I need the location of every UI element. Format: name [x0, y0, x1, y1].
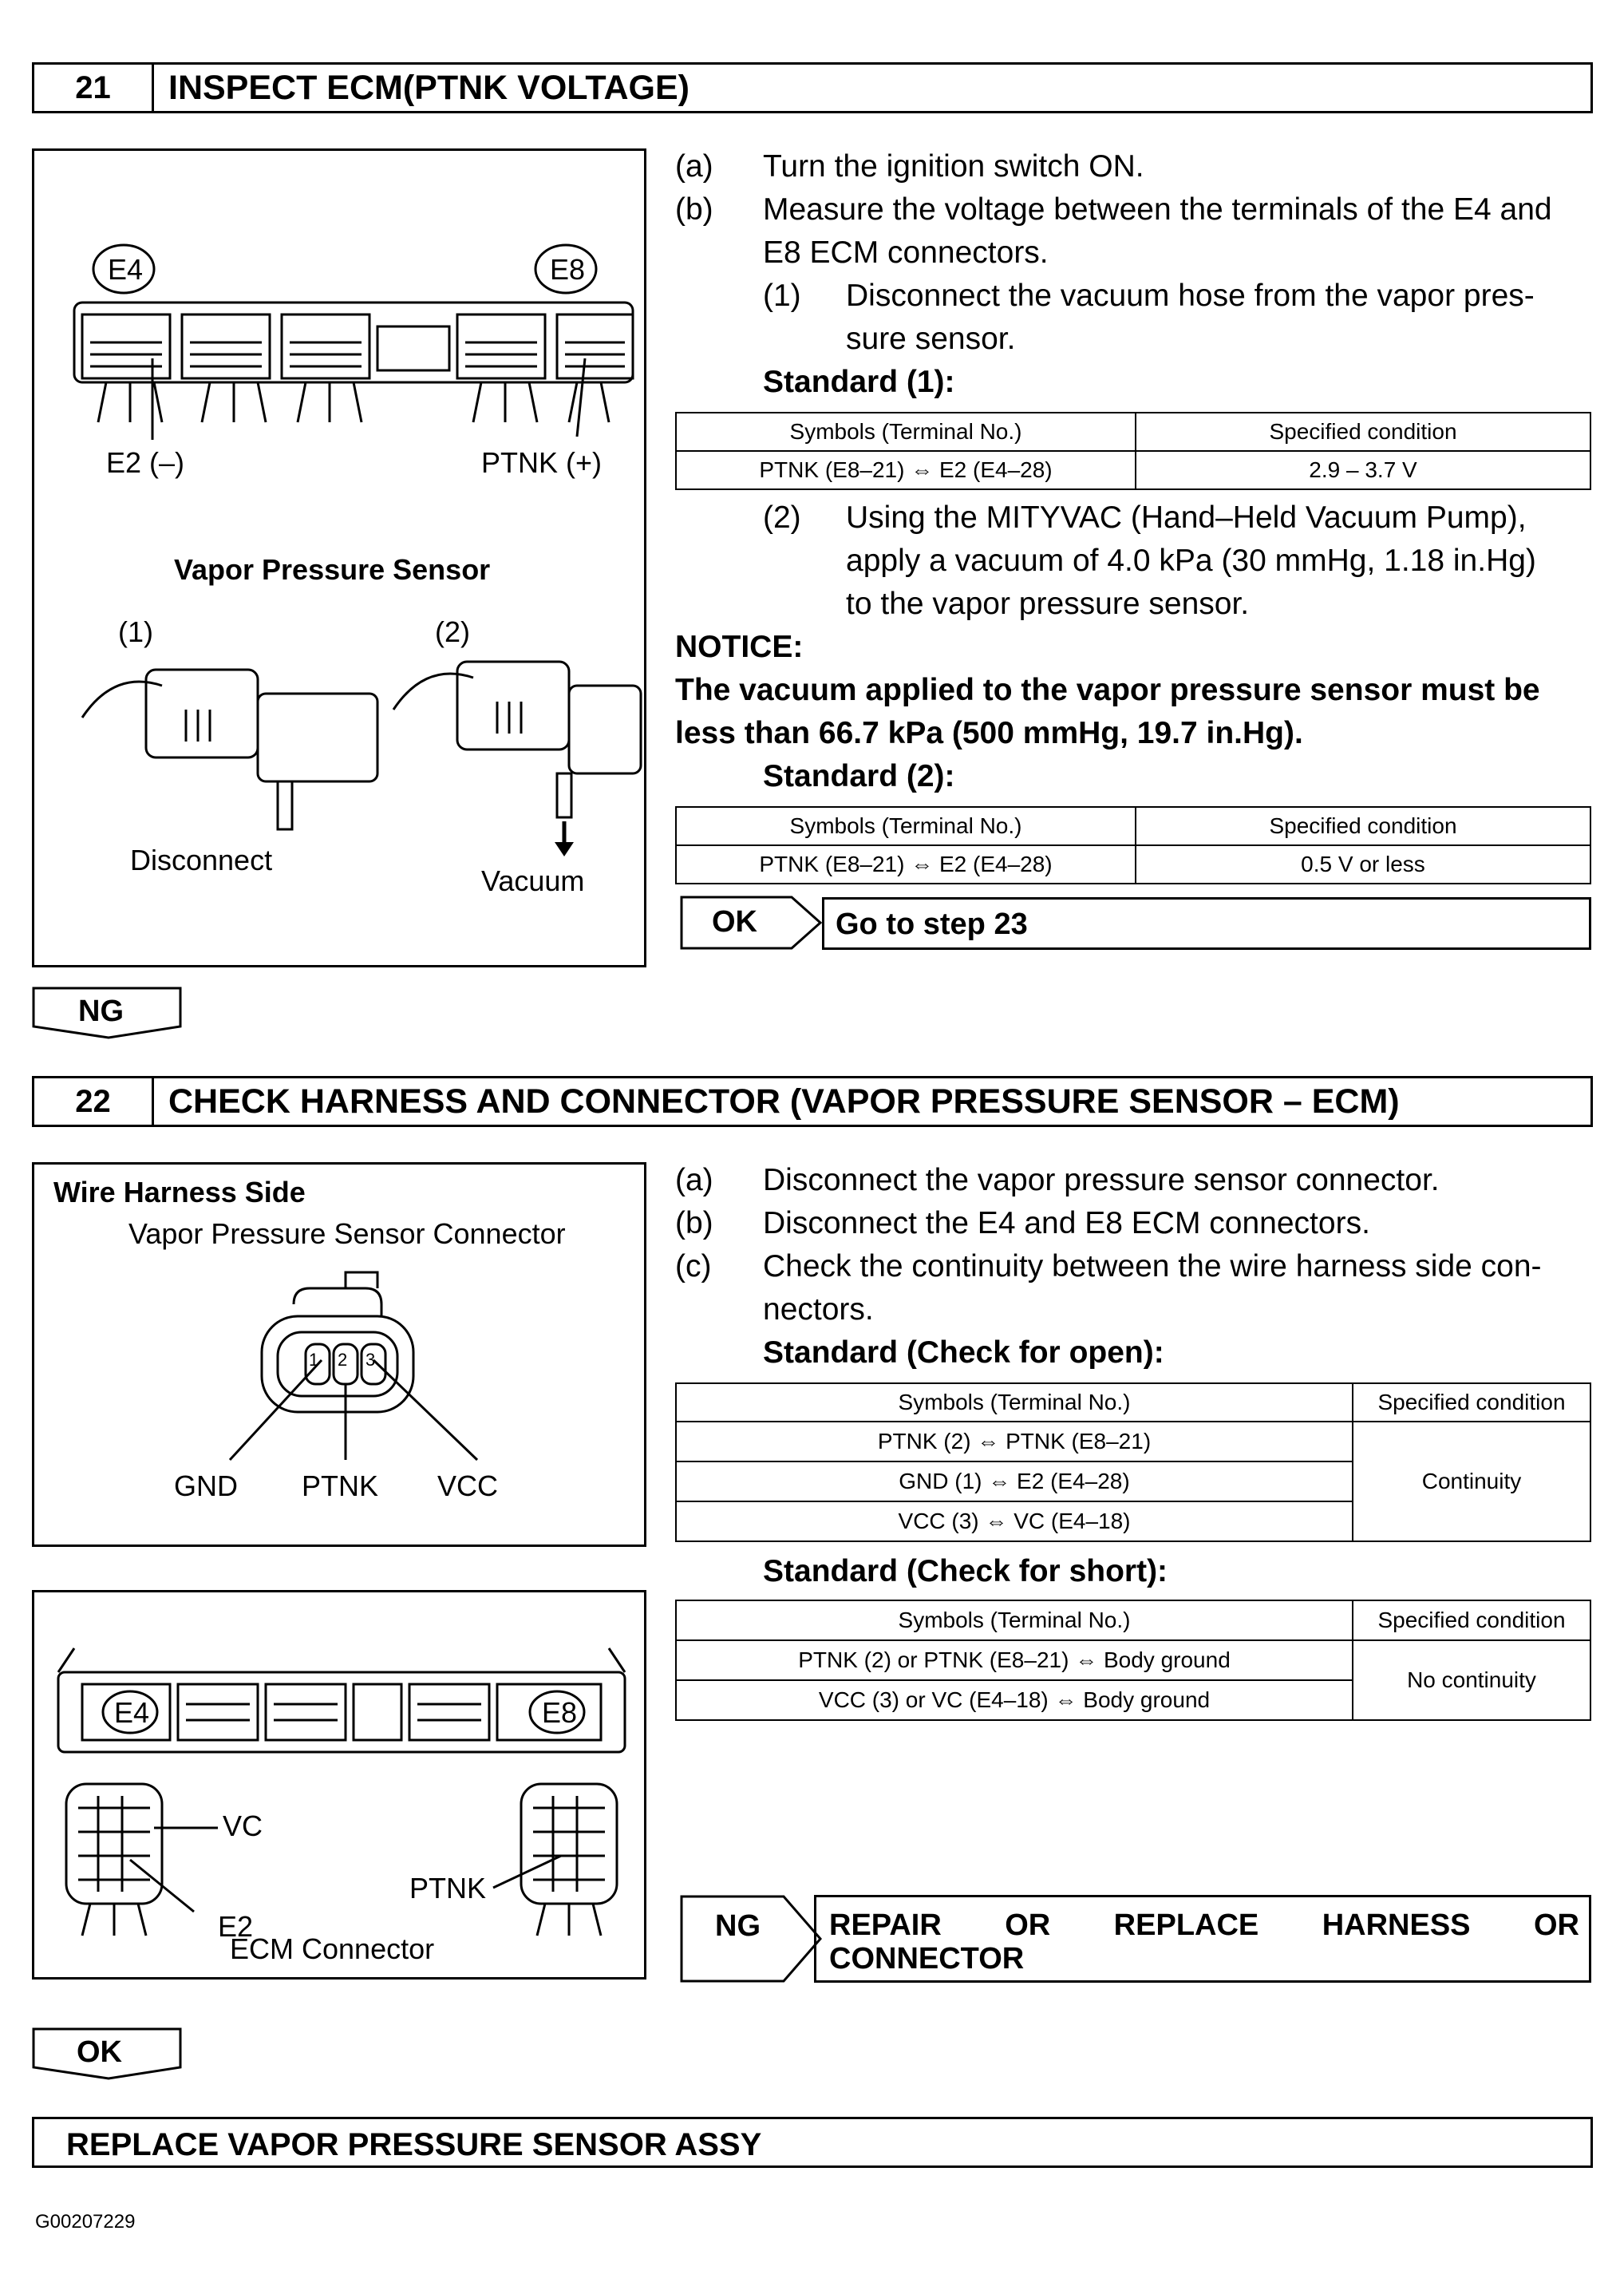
- table-header: Specified condition: [1136, 807, 1590, 845]
- table-cell: PTNK (E8–21) ⇔ E2 (E4–28): [676, 845, 1136, 884]
- vacuum-label: Vacuum: [481, 864, 585, 897]
- standard-2-table: [675, 806, 1591, 884]
- table-header: Symbols (Terminal No.): [676, 413, 1136, 451]
- final-action-text: REPLACE VAPOR PRESSURE SENSOR ASSY: [66, 2127, 762, 2162]
- table-header: Symbols (Terminal No.): [676, 1600, 1353, 1640]
- ng-result-text-cont: CONNECTOR: [829, 1942, 1025, 1976]
- e4-label: E4: [114, 1696, 150, 1729]
- substep-2-text-cont2: to the vapor pressure sensor.: [846, 587, 1250, 621]
- table-header: Specified condition: [1353, 1383, 1590, 1422]
- e8-label: E8: [550, 253, 586, 286]
- step-a-text: Disconnect the vapor pressure sensor connector.: [763, 1163, 1440, 1197]
- e4-label: E4: [108, 253, 144, 286]
- final-action-box: [32, 2117, 1593, 2168]
- table-header: Specified condition: [1353, 1600, 1590, 1640]
- table-cell: 2.9 – 3.7 V: [1136, 451, 1590, 489]
- notice-label: NOTICE:: [675, 630, 804, 664]
- figure-2-label: (2): [435, 615, 470, 648]
- table-cell: PTNK (2) ⇔ PTNK (E8–21): [676, 1422, 1353, 1461]
- ok-result-tag: OK: [680, 896, 824, 950]
- substep-2-text: Using the MITYVAC (Hand–Held Vacuum Pump),: [846, 500, 1527, 535]
- vcc-label: VCC: [437, 1469, 499, 1502]
- figure-code: G00207229: [35, 2211, 136, 2233]
- notice-text-cont: less than 66.7 kPa (500 mmHg, 19.7 in.Hg).: [675, 716, 1303, 750]
- sensor-connector-figure: [32, 1162, 646, 1547]
- step-b-marker: (b): [675, 1206, 713, 1240]
- e8-label: E8: [542, 1696, 578, 1729]
- ptnk-terminal-label: PTNK (+): [481, 446, 603, 479]
- substep-2-text-cont: apply a vacuum of 4.0 kPa (30 mmHg, 1.18 in.Hg): [846, 544, 1536, 578]
- substep-1-text-cont: sure sensor.: [846, 322, 1016, 356]
- table-cell: PTNK (E8–21) ⇔ E2 (E4–28): [676, 451, 1136, 489]
- step-a-text: Turn the ignition switch ON.: [763, 149, 1144, 184]
- step-c-marker: (c): [675, 1249, 712, 1283]
- table-header: Specified condition: [1136, 413, 1590, 451]
- ptnk-voltage-figure: [32, 148, 646, 967]
- e2-label: E2: [218, 1910, 254, 1943]
- standard-2-label: Standard (2):: [763, 759, 955, 793]
- sensor-title: Vapor Pressure Sensor: [174, 553, 491, 586]
- table-cell: VCC (3) ⇔ VC (E4–18): [676, 1501, 1353, 1541]
- pin-3-label: 3: [365, 1350, 376, 1370]
- standard-1-table: [675, 412, 1591, 490]
- step-title: CHECK HARNESS AND CONNECTOR (VAPOR PRESSURE SENSOR – ECM): [168, 1082, 1400, 1121]
- step-22-header: [32, 1076, 1593, 1127]
- standard-1-label: Standard (1):: [763, 365, 955, 399]
- step-b-text-cont: E8 ECM connectors.: [763, 235, 1049, 270]
- figure-caption: ECM Connector: [230, 1932, 435, 1965]
- ng-flow-tag: NG: [32, 987, 185, 1039]
- step-b-text: Disconnect the E4 and E8 ECM connectors.: [763, 1206, 1370, 1240]
- table-cell: PTNK (2) or PTNK (E8–21) ⇔ Body ground: [676, 1640, 1353, 1680]
- gnd-label: GND: [174, 1469, 238, 1502]
- table-header: Symbols (Terminal No.): [676, 1383, 1353, 1422]
- figure-1-label: (1): [118, 615, 153, 648]
- ecm-connector-drawing: [34, 1592, 644, 1977]
- step-number: 21: [34, 65, 154, 111]
- step-c-text: Check the continuity between the wire harness side con-: [763, 1249, 1542, 1283]
- ng-result-text: REPAIR OR REPLACE HARNESS OR: [829, 1908, 1579, 1942]
- ok-result-text: Go to step 23: [836, 908, 1028, 941]
- step-a-marker: (a): [675, 1163, 713, 1197]
- step-21-header: [32, 62, 1593, 113]
- pin-1-label: 1: [309, 1350, 319, 1370]
- step-c-text-cont: nectors.: [763, 1292, 874, 1327]
- standard-open-label: Standard (Check for open):: [763, 1335, 1164, 1370]
- table-cell: Continuity: [1353, 1422, 1590, 1541]
- figure-title: Wire Harness Side: [53, 1176, 306, 1208]
- step-b-text: Measure the voltage between the terminals of the E4 and: [763, 192, 1552, 227]
- open-check-table: [675, 1382, 1591, 1542]
- table-header: Symbols (Terminal No.): [676, 807, 1136, 845]
- figure-subtitle: Vapor Pressure Sensor Connector: [128, 1217, 566, 1250]
- step-title: INSPECT ECM(PTNK VOLTAGE): [168, 68, 690, 107]
- ecm-connector-figure: [32, 1590, 646, 1980]
- ng-result-tag: NG: [680, 1895, 824, 1983]
- short-check-table: [675, 1600, 1591, 1721]
- ptnk-label: PTNK: [302, 1469, 379, 1502]
- ng-result-box: [814, 1895, 1591, 1983]
- substep-1-marker: (1): [763, 279, 801, 313]
- vc-label: VC: [223, 1809, 263, 1842]
- ok-flow-tag: OK: [32, 2027, 185, 2080]
- ptnk-label: PTNK: [409, 1872, 487, 1904]
- step-a-marker: (a): [675, 149, 713, 184]
- pin-2-label: 2: [338, 1350, 348, 1370]
- substep-2-marker: (2): [763, 500, 801, 535]
- step-b-marker: (b): [675, 192, 713, 227]
- table-cell: GND (1) ⇔ E2 (E4–28): [676, 1461, 1353, 1501]
- table-cell: VCC (3) or VC (E4–18) ⇔ Body ground: [676, 1680, 1353, 1720]
- substep-1-text: Disconnect the vacuum hose from the vapor pres-: [846, 279, 1535, 313]
- table-cell: No continuity: [1353, 1640, 1590, 1720]
- ok-result-box: [822, 897, 1591, 950]
- e2-terminal-label: E2 (–): [106, 446, 185, 479]
- disconnect-label: Disconnect: [130, 844, 273, 876]
- step-number: 22: [34, 1078, 154, 1125]
- notice-text: The vacuum applied to the vapor pressure sensor must be: [675, 673, 1540, 707]
- standard-short-label: Standard (Check for short):: [763, 1554, 1168, 1588]
- table-cell: 0.5 V or less: [1136, 845, 1590, 884]
